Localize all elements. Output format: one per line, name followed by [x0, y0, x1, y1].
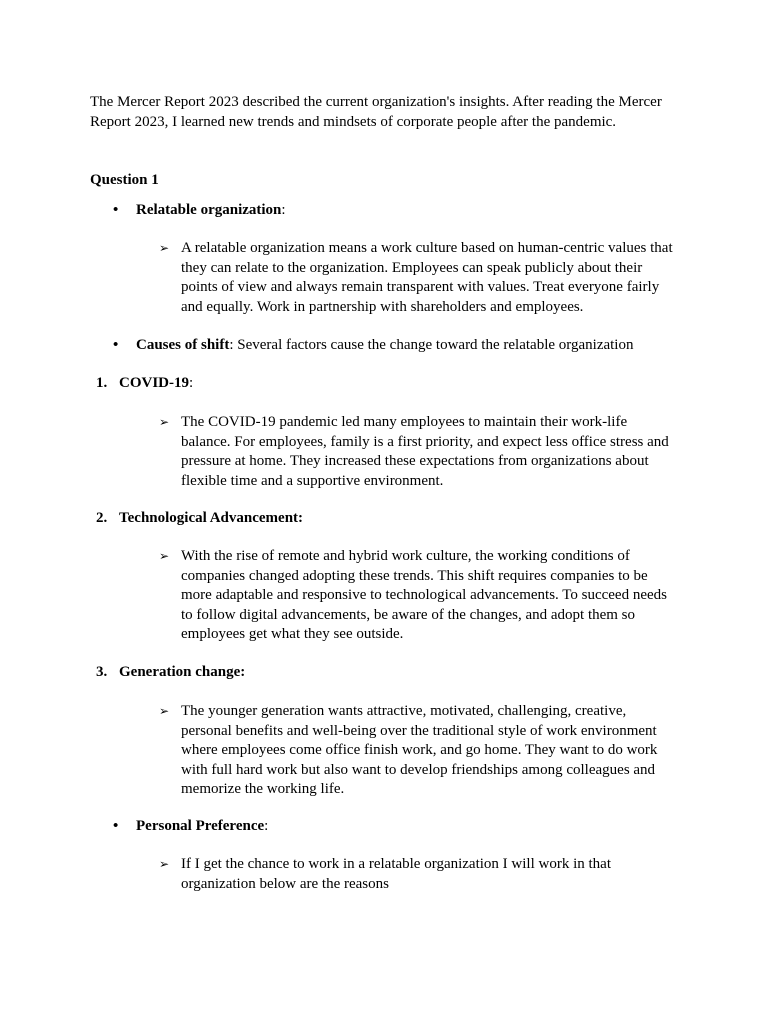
bullet-dot-icon: •: [113, 337, 119, 353]
bullet-causes-of-shift: [113, 336, 634, 356]
bullet-personal-preference: [113, 817, 269, 837]
relatable-suffix: :: [281, 202, 286, 218]
relatable-title: Relatable organization: [136, 202, 282, 218]
generation-text: The younger generation wants attractive, motivated, challenging, creative, personal benefits and well-being over the traditional style of work environment where employees come office finish work, and go home. They want to do work with full hard work but also want to develop friendships among colleagues and memorize the working life.: [181, 703, 658, 797]
preference-suffix: :: [264, 818, 269, 834]
item-number: 3.: [96, 664, 108, 680]
generation-title: Generation change:: [119, 664, 246, 680]
generation-paragraph: [159, 702, 677, 800]
item-number: 2.: [96, 510, 108, 526]
arrow-bullet-icon: ➢: [159, 241, 170, 255]
intro-paragraph: The Mercer Report 2023 described the current organization's insights. After reading the Mercer Report 2023, I learned new trends and mindsets of corporate people after the pandemic.: [90, 94, 662, 130]
bullet-relatable-organization: [113, 201, 286, 221]
preference-title: Personal Preference: [136, 818, 265, 834]
bullet-dot-icon: •: [113, 818, 119, 834]
relatable-text: A relatable organization means a work culture based on human-centric values that they can relate to the organization. Employees can speak publicly about their points of view and always remain transparent with values. Treat everyone fairly and equally. Work in partnership with shareholders and employees.: [181, 240, 673, 315]
covid-paragraph: [159, 413, 677, 491]
arrow-bullet-icon: ➢: [159, 857, 170, 871]
question-heading: Question 1: [90, 172, 159, 188]
relatable-paragraph: [159, 239, 677, 317]
causes-suffix: : Several factors cause the change toward the relatable organization: [229, 337, 634, 353]
numbered-item-covid: [96, 374, 194, 394]
numbered-item-generation: [96, 663, 246, 683]
tech-text: With the rise of remote and hybrid work culture, the working conditions of companies changed adopting these trends. This shift requires companies to be more adaptable and responsive to technological advancements. To succeed needs to follow digital advancements, be aware of the changes, and adopt them so employees get what they see outside.: [181, 548, 667, 642]
tech-paragraph: [159, 547, 677, 645]
numbered-item-technology: [96, 509, 304, 529]
preference-paragraph: [159, 855, 631, 894]
covid-suffix: :: [189, 375, 194, 391]
covid-title: COVID-19: [119, 375, 189, 391]
preference-text: If I get the chance to work in a relatable organization I will work in that organization below are the reasons: [181, 856, 611, 892]
arrow-bullet-icon: ➢: [159, 415, 170, 429]
causes-title: Causes of shift: [136, 337, 230, 353]
arrow-bullet-icon: ➢: [159, 549, 170, 563]
item-number: 1.: [96, 375, 108, 391]
covid-text: The COVID-19 pandemic led many employees to maintain their work-life balance. For employees, family is a first priority, and expect less office stress and pressure at home. They increased these expectations from organizations about flexible time and a supportive environment.: [181, 414, 669, 489]
tech-title: Technological Advancement:: [119, 510, 304, 526]
bullet-dot-icon: •: [113, 202, 119, 218]
arrow-bullet-icon: ➢: [159, 704, 170, 718]
